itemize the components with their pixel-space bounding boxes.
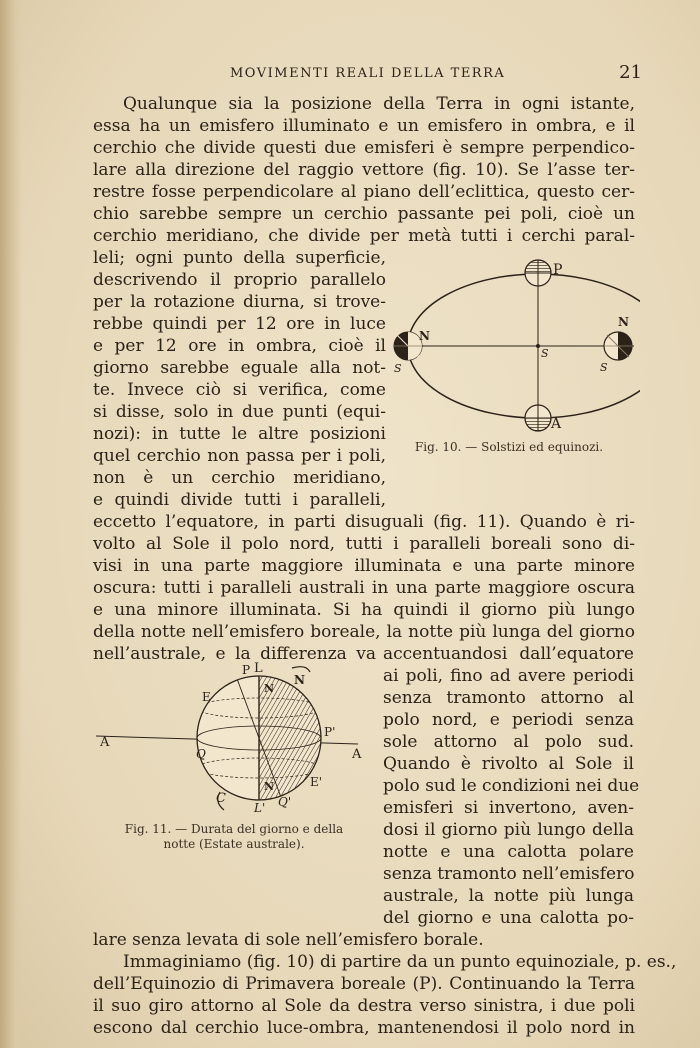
earth-left-icon [394,332,422,360]
text-line: escono dal cerchio luce-ombra, mantenendosi il polo nord in [93,1018,635,1038]
earth-right-icon [604,332,632,360]
fig10-label-S-left: S [394,362,402,375]
text-line: e quindi divide tutti i paralleli, [93,490,386,510]
text-line: leli; ogni punto della superficie, [93,248,386,268]
text-line: emisferi si invertono, aven- [383,798,634,818]
text-line: essa ha un emisfero illuminato e un emisfero in ombra, e il [93,116,635,136]
text-line: volto al Sole il polo nord, tutti i paralleli boreali sono di- [93,534,635,554]
text-line-left-part: nell’australe, e la differenza va [93,644,376,664]
fig10-label-P: P [553,262,563,278]
figure-11-globe-diagram [96,660,376,820]
text-line: lare senza levata di sole nell’emisfero borale. [93,930,484,950]
text-line: per la rotazione diurna, si trove- [93,292,386,312]
text-line: polo nord, e periodi senza [383,710,634,730]
rotation-arrow-top [292,667,310,672]
fig10-label-S-right: S [600,361,608,374]
text-line: descrivendo il proprio parallelo [93,270,386,290]
text-line: australe, la notte più lunga [383,886,634,906]
text-line: sole attorno al polo sud. [383,732,634,752]
fig11-label-A-left: A [100,735,110,750]
earth-bottom-icon [525,405,551,431]
text-line: oscura: tutti i paralleli australi in una parte maggiore oscura [93,578,635,598]
text-line: dell’Equinozio di Primavera boreale (P). Continuando la Terra [93,974,635,994]
fig11-label-N-inner-bottom: N [264,780,275,793]
text-line: giorno sarebbe eguale alla not- [93,358,386,378]
figure-11-caption [94,822,374,852]
fig11-label-E-prime: E' [310,775,323,789]
fig10-label-N-right: N [618,315,629,329]
text-line: rebbe quindi per 12 ore in luce [93,314,386,334]
fig10-label-S-center: S [541,347,549,360]
text-line: ai poli, fino ad avere periodi [383,666,634,686]
running-title: MOVIMENTI REALI DELLA TERRA [230,66,506,81]
figure-11-caption-line2: notte (Estate australe). [163,837,305,851]
earth-top-icon [525,260,551,286]
text-line: lare alla direzione del raggio vettore (fig. 10). Se l’asse ter- [93,160,635,180]
running-header [90,62,642,86]
fig11-label-P: P [242,663,251,677]
text-line: notte e una calotta polare [383,842,634,862]
text-line-right-part: accentuandosi dall’equatore [383,644,634,664]
text-line: eccetto l’equatore, in parti disuguali (fig. 11). Quando è ri- [93,512,635,532]
figure-10-caption: Fig. 10. — Solstizi ed equinozi. [414,440,604,454]
fig11-label-P-prime: P' [324,725,336,739]
fig11-label-N: N [294,673,305,687]
text-line: senza tramonto attorno al [383,688,634,708]
page-gutter-shadow [0,0,22,1048]
fig10-label-A: A [551,416,562,432]
text-line: e per 12 ore in ombra, cioè il [93,336,386,356]
fig11-label-Q-prime: Q' [278,795,292,809]
fig11-label-A-right: A [352,747,362,762]
fig11-label-N-inner-top: N [264,682,275,695]
fig11-label-L: L [254,661,263,676]
text-line: chio sarebbe sempre un cerchio passante pei poli, cioè un [93,204,635,224]
text-line: senza tramonto nell’emisfero [383,864,635,884]
text-line: e una minore illuminata. Si ha quindi il giorno più lungo [93,600,635,620]
fig10-label-N-left: N [419,329,430,343]
fig11-label-C: C [216,791,226,806]
text-line: Qualunque sia la posizione della Terra in ogni istante, [123,94,635,114]
text-line: il suo giro attorno al Sole da destra verso sinistra, i due poli [93,996,635,1016]
figure-11-caption-line1: Fig. 11. — Durata del giorno e della [124,822,344,836]
text-line: non è un cerchio meridiano, [93,468,386,488]
text-line: te. Invece ciò si verifica, come [93,380,386,400]
text-line: nozi): in tutte le altre posizioni [93,424,386,444]
text-line: si disse, solo in due punti (equi- [93,402,386,422]
text-line: Quando è rivolto al Sole il [383,754,634,774]
figure-10-orbit-diagram [388,253,640,433]
text-line: polo sud le condizioni nei due [383,776,640,796]
text-line: della notte nell’emisfero boreale, la notte più lunga del giorno [93,622,635,642]
sun-dot [536,344,540,348]
text-line: visi in una parte maggiore illuminata e una parte minore [93,556,635,576]
fig11-label-L-prime: L' [254,801,266,815]
text-line: quel cerchio non passa per i poli, [93,446,386,466]
text-line: del giorno e una calotta po- [383,908,634,928]
fig11-label-E: E [202,690,211,704]
text-line: cerchio che divide questi due emisferi è sempre perpendico- [93,138,635,158]
text-line: cerchio meridiano, che divide per metà tutti i cerchi paral- [93,226,635,246]
text-line: dosi il giorno più lungo della [383,820,634,840]
fig11-label-Q: Q [196,747,206,761]
text-line: Immaginiamo (fig. 10) di partire da un punto equinoziale, p. es., [123,952,677,972]
page-number: 21 [619,62,642,83]
text-line: restre fosse perpendicolare al piano dell’eclittica, questo cer- [93,182,635,202]
